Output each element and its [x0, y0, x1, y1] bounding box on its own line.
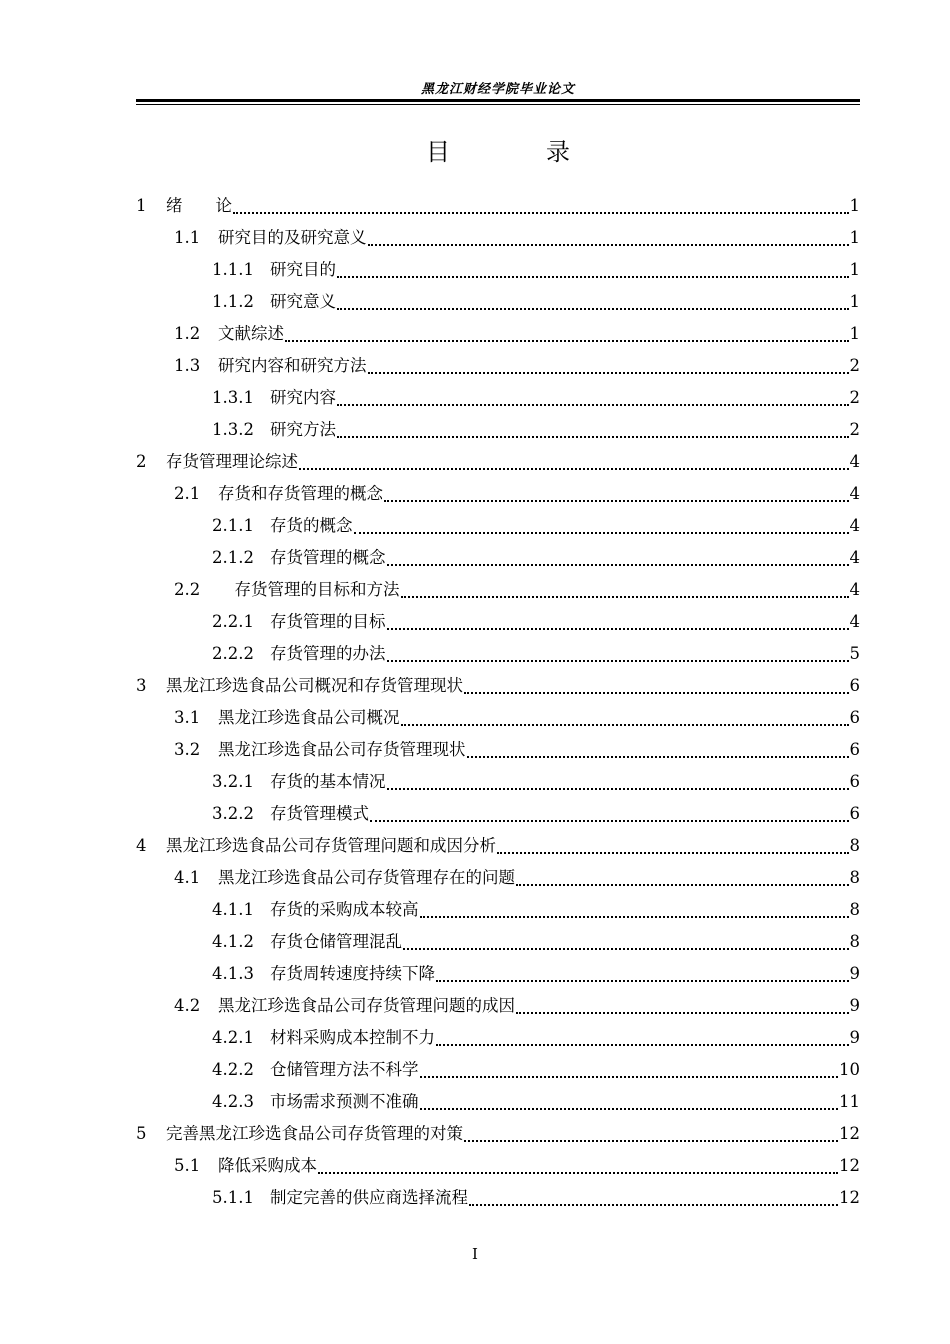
toc-entry[interactable] — [136, 1150, 860, 1182]
toc-entry[interactable] — [136, 446, 860, 478]
toc-entry-number: 4.2.3 — [212, 1092, 254, 1111]
toc-entry-number: 1.1.1 — [212, 260, 254, 279]
toc-dot-leader — [299, 468, 849, 470]
toc-dot-leader — [467, 756, 849, 758]
toc-dot-leader — [387, 660, 849, 662]
toc-entry-number: 3 — [136, 676, 147, 695]
toc-entry[interactable] — [136, 414, 860, 446]
toc-entry-label: 存货仓储管理混乱 — [270, 932, 402, 951]
toc-entry-number: 4.1.3 — [212, 964, 254, 983]
toc-entry-page: 12 — [839, 1124, 860, 1143]
toc-entry-page: 5 — [849, 644, 860, 663]
toc-entry-page: 10 — [839, 1060, 860, 1079]
toc-entry-label: 存货的基本情况 — [270, 772, 386, 791]
toc-entry-label: 黑龙江珍选食品公司概况 — [218, 708, 400, 727]
toc-entry[interactable] — [136, 1054, 860, 1086]
toc-entry[interactable] — [136, 382, 860, 414]
toc-dot-leader — [436, 1044, 849, 1046]
toc-entry[interactable] — [136, 286, 860, 318]
toc-dot-leader — [370, 820, 849, 822]
toc-dot-leader — [436, 980, 849, 982]
toc-entry-page: 8 — [849, 900, 860, 919]
toc-dot-leader — [516, 1012, 849, 1014]
toc-dot-leader — [420, 1076, 839, 1078]
header-rule-thin — [136, 104, 860, 105]
toc-entry-page: 6 — [849, 772, 860, 791]
toc-entry-number: 1.3.1 — [212, 388, 254, 407]
toc-entry-label: 存货周转速度持续下降 — [270, 964, 435, 983]
toc-entry-label: 存货的采购成本较高 — [270, 900, 419, 919]
toc-entry-number: 2.2.1 — [212, 612, 254, 631]
toc-dot-leader — [403, 948, 849, 950]
toc-entry-page: 2 — [849, 420, 860, 439]
toc-entry-number: 5 — [136, 1124, 147, 1143]
toc-dot-leader — [384, 500, 849, 502]
toc-entry-page: 8 — [849, 932, 860, 951]
toc-title: 目 录 — [426, 138, 606, 166]
toc-entry-page: 2 — [849, 356, 860, 375]
toc-entry[interactable] — [136, 766, 860, 798]
toc-dot-leader — [318, 1172, 838, 1174]
toc-dot-leader — [368, 372, 849, 374]
toc-entry-page: 2 — [849, 388, 860, 407]
toc-entry-number: 4.1 — [174, 868, 201, 887]
toc-entry-label: 黑龙江珍选食品公司存货管理问题和成因分析 — [166, 836, 496, 855]
toc-entry-number: 1.2 — [174, 324, 201, 343]
toc-entry-label: 存货管理模式 — [270, 804, 369, 823]
toc-entry[interactable] — [136, 862, 860, 894]
toc-dot-leader — [337, 436, 849, 438]
toc-entry-label: 黑龙江珍选食品公司概况和存货管理现状 — [166, 676, 463, 695]
toc-entry[interactable] — [136, 990, 860, 1022]
toc-entry-number: 4.2 — [174, 996, 201, 1015]
toc-entry[interactable] — [136, 702, 860, 734]
toc-dot-leader — [337, 308, 849, 310]
toc-entry-label: 研究意义 — [270, 292, 336, 311]
toc-entry-page: 6 — [849, 676, 860, 695]
toc-entry-page: 9 — [849, 964, 860, 983]
toc-entry-page: 6 — [849, 740, 860, 759]
toc-dot-leader — [469, 1204, 838, 1206]
toc-entry[interactable] — [136, 638, 860, 670]
toc-entry[interactable] — [136, 1182, 860, 1214]
toc-entry-number: 5.1.1 — [212, 1188, 254, 1207]
toc-entry[interactable] — [136, 350, 860, 382]
running-header-title: 黑龙江财经学院毕业论文 — [420, 82, 575, 97]
toc-entry-page: 9 — [849, 1028, 860, 1047]
toc-entry-label: 研究目的 — [270, 260, 336, 279]
toc-entry-page: 1 — [849, 260, 860, 279]
toc-entry-number: 2.1.2 — [212, 548, 254, 567]
toc-entry-number: 1.3 — [174, 356, 201, 375]
toc-entry-page: 6 — [849, 804, 860, 823]
toc-entry-number: 4.1.2 — [212, 932, 254, 951]
toc-entry[interactable] — [136, 510, 860, 542]
toc-entry-number: 5.1 — [174, 1156, 201, 1175]
toc-entry[interactable] — [136, 1022, 860, 1054]
toc-entry-label: 黑龙江珍选食品公司存货管理问题的成因 — [218, 996, 515, 1015]
toc-entry-page: 1 — [849, 292, 860, 311]
toc-entry-page: 4 — [849, 548, 860, 567]
toc-entry[interactable] — [136, 670, 860, 702]
toc-entry-label: 存货管理的概念 — [270, 548, 386, 567]
toc-entry-label: 研究方法 — [270, 420, 336, 439]
toc-entry-number: 2 — [136, 452, 147, 471]
toc-dot-leader — [401, 724, 849, 726]
toc-entry-number: 2.1.1 — [212, 516, 254, 535]
toc-entry-label: 黑龙江珍选食品公司存货管理现状 — [218, 740, 466, 759]
toc-entry-number: 3.1 — [174, 708, 201, 727]
toc-entry-page: 11 — [839, 1092, 860, 1111]
toc-entry-number: 3.2.2 — [212, 804, 254, 823]
toc-dot-leader — [233, 212, 849, 214]
toc-entry-label: 绪 论 — [166, 196, 232, 215]
toc-entry-number: 1.1 — [174, 228, 201, 247]
toc-entry-label: 存货的概念 — [270, 516, 353, 535]
toc-entry-label: 制定完善的供应商选择流程 — [270, 1188, 468, 1207]
toc-entry-page: 8 — [849, 836, 860, 855]
toc-entry-page: 9 — [849, 996, 860, 1015]
toc-entry-label: 完善黑龙江珍选食品公司存货管理的对策 — [166, 1124, 463, 1143]
toc-entry-number: 1.1.2 — [212, 292, 254, 311]
toc-entry-page: 12 — [839, 1156, 860, 1175]
toc-entry-page: 4 — [849, 612, 860, 631]
toc-entry-number: 3.2.1 — [212, 772, 254, 791]
table-of-contents — [136, 190, 860, 1214]
toc-entry-label: 存货和存货管理的概念 — [218, 484, 383, 503]
toc-entry-page: 8 — [849, 868, 860, 887]
toc-entry-number: 2.1 — [174, 484, 201, 503]
toc-entry-label: 材料采购成本控制不力 — [270, 1028, 435, 1047]
toc-entry-label: 市场需求预测不准确 — [270, 1092, 419, 1111]
toc-entry-label: 存货管理的目标和方法 — [218, 580, 400, 599]
toc-entry-label: 文献综述 — [218, 324, 284, 343]
toc-entry-label: 研究目的及研究意义 — [218, 228, 367, 247]
toc-entry[interactable] — [136, 606, 860, 638]
toc-entry[interactable] — [136, 190, 860, 222]
toc-entry[interactable] — [136, 798, 860, 830]
toc-entry[interactable] — [136, 222, 860, 254]
toc-entry[interactable] — [136, 254, 860, 286]
toc-entry[interactable] — [136, 318, 860, 350]
toc-entry-number: 3.2 — [174, 740, 201, 759]
toc-entry-page: 4 — [849, 484, 860, 503]
toc-entry-number: 4.2.1 — [212, 1028, 254, 1047]
footer-page-number: I — [472, 1245, 478, 1263]
toc-dot-leader — [401, 596, 849, 598]
toc-entry-page: 6 — [849, 708, 860, 727]
toc-entry[interactable] — [136, 894, 860, 926]
toc-entry-number: 1 — [136, 196, 147, 215]
toc-entry-page: 4 — [849, 516, 860, 535]
toc-entry[interactable] — [136, 958, 860, 990]
toc-dot-leader — [420, 916, 849, 918]
toc-entry-label: 仓储管理方法不科学 — [270, 1060, 419, 1079]
toc-entry-page: 1 — [849, 196, 860, 215]
toc-dot-leader — [516, 884, 849, 886]
toc-entry[interactable] — [136, 542, 860, 574]
toc-dot-leader — [387, 788, 849, 790]
header-rule-thick — [136, 99, 860, 102]
toc-dot-leader — [368, 244, 849, 246]
toc-entry[interactable] — [136, 926, 860, 958]
toc-dot-leader — [497, 852, 849, 854]
toc-entry[interactable] — [136, 1086, 860, 1118]
toc-entry-page: 12 — [839, 1188, 860, 1207]
toc-entry[interactable] — [136, 1118, 860, 1150]
toc-entry-label: 降低采购成本 — [218, 1156, 317, 1175]
toc-dot-leader — [387, 628, 849, 630]
toc-dot-leader — [387, 564, 849, 566]
toc-entry-page: 1 — [849, 324, 860, 343]
toc-dot-leader — [337, 404, 849, 406]
toc-entry-label: 存货管理的办法 — [270, 644, 386, 663]
toc-entry-number: 4.2.2 — [212, 1060, 254, 1079]
toc-dot-leader — [337, 276, 849, 278]
toc-entry[interactable] — [136, 574, 860, 606]
toc-entry-label: 存货管理理论综述 — [166, 452, 298, 471]
toc-entry-number: 4 — [136, 836, 147, 855]
toc-entry-label: 存货管理的目标 — [270, 612, 386, 631]
toc-entry-page: 4 — [849, 452, 860, 471]
toc-entry[interactable] — [136, 478, 860, 510]
toc-entry[interactable] — [136, 830, 860, 862]
toc-dot-leader — [420, 1108, 839, 1110]
toc-entry-page: 4 — [849, 580, 860, 599]
toc-dot-leader — [464, 692, 849, 694]
toc-entry[interactable] — [136, 734, 860, 766]
toc-entry-label: 黑龙江珍选食品公司存货管理存在的问题 — [218, 868, 515, 887]
toc-dot-leader — [285, 340, 849, 342]
toc-entry-label: 研究内容和研究方法 — [218, 356, 367, 375]
toc-entry-number: 2.2.2 — [212, 644, 254, 663]
toc-entry-page: 1 — [849, 228, 860, 247]
toc-entry-number: 2.2 — [174, 580, 201, 599]
toc-entry-label: 研究内容 — [270, 388, 336, 407]
toc-entry-number: 4.1.1 — [212, 900, 254, 919]
toc-dot-leader — [464, 1140, 838, 1142]
toc-entry-number: 1.3.2 — [212, 420, 254, 439]
toc-dot-leader — [354, 532, 849, 534]
